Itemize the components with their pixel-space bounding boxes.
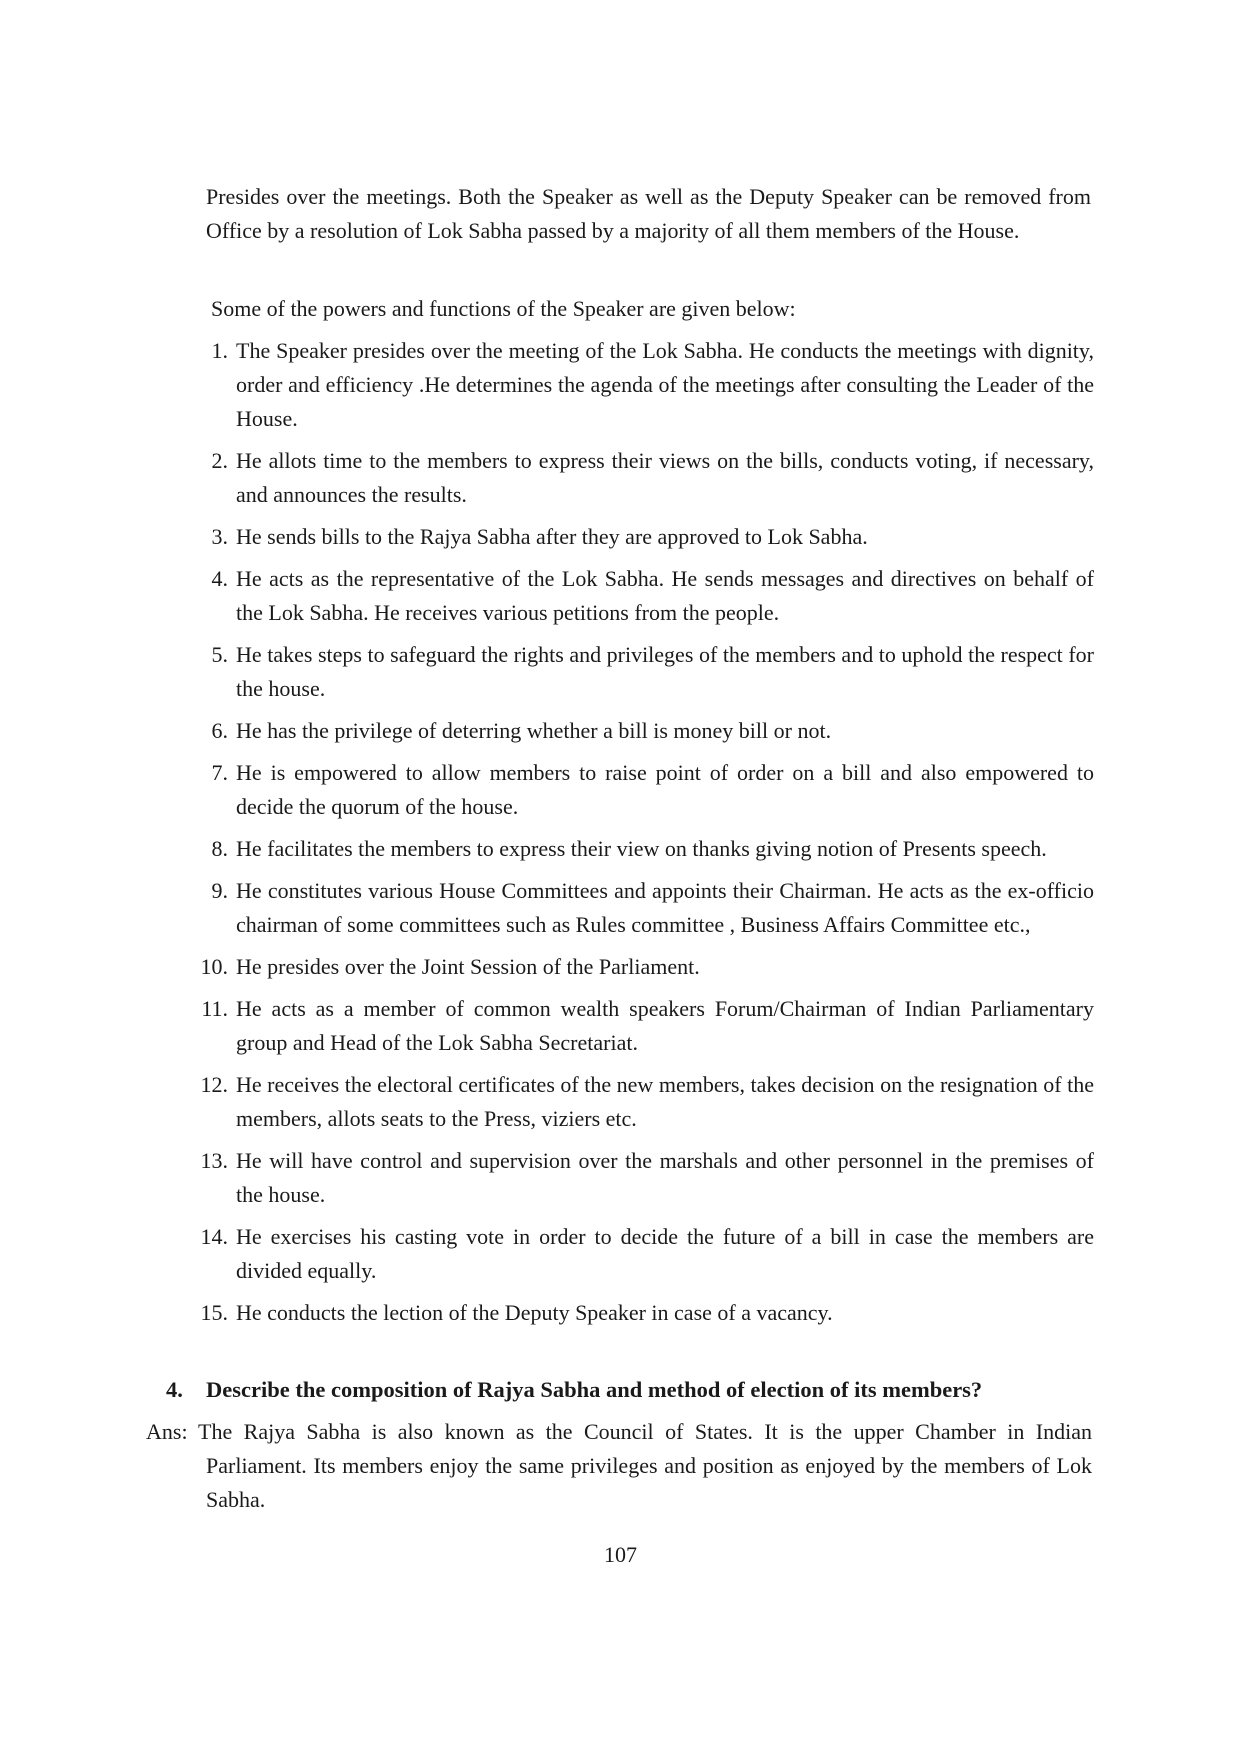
list-item	[190, 832, 1094, 866]
list-item-text: He allots time to the members to express their views on the bills, conducts voting, if necessary, and announces the results.	[236, 448, 1094, 507]
list-item-text: He constitutes various House Committees and appoints their Chairman. He acts as the ex-officio chairman of some committees such as Rules committee , Business Affairs Committee etc.,	[236, 878, 1094, 937]
list-item-number: 5.	[211, 642, 228, 667]
answer-label: Ans:	[146, 1419, 188, 1444]
list-item	[190, 334, 1094, 436]
list-item-number: 7.	[211, 760, 228, 785]
list-item-number: 8.	[211, 836, 228, 861]
list-item-number: 9.	[211, 878, 228, 903]
intro-paragraph: Presides over the meetings. Both the Speaker as well as the Deputy Speaker can be removed from Office by a resolution of Lok Sabha passed by a majority of all them members of the House.	[206, 184, 1091, 243]
question-text: Describe the composition of Rajya Sabha and method of election of its members?	[206, 1377, 983, 1402]
list-item-number: 4.	[211, 566, 228, 591]
list-item-number: 11.	[201, 996, 228, 1021]
list-item	[190, 874, 1094, 942]
list-item	[190, 1068, 1094, 1136]
list-item-text: He acts as a member of common wealth speakers Forum/Chairman of Indian Parliamentary group and Head of the Lok Sabha Secretariat.	[236, 996, 1094, 1055]
powers-list	[190, 334, 1094, 1338]
list-item	[190, 638, 1094, 706]
list-item	[190, 1296, 1094, 1330]
list-item	[190, 562, 1094, 630]
powers-intro: Some of the powers and functions of the Speaker are given below:	[211, 296, 796, 321]
list-item-number: 10.	[200, 954, 228, 979]
list-item-text: He has the privilege of deterring whether a bill is money bill or not.	[236, 718, 832, 743]
list-item-text: He facilitates the members to express their view on thanks giving notion of Presents speech.	[236, 836, 1047, 861]
list-item	[190, 992, 1094, 1060]
list-item	[190, 1220, 1094, 1288]
list-item	[190, 444, 1094, 512]
list-item-text: He acts as the representative of the Lok Sabha. He sends messages and directives on behalf of the Lok Sabha. He receives various petitions from the people.	[236, 566, 1094, 625]
list-item	[190, 756, 1094, 824]
list-item-number: 6.	[211, 718, 228, 743]
list-item	[190, 950, 1094, 984]
list-item-text: He presides over the Joint Session of the Parliament.	[236, 954, 700, 979]
list-item-text: He receives the electoral certificates of the new members, takes decision on the resignation of the members, allots seats to the Press, viziers etc.	[236, 1072, 1094, 1131]
page-number: 107	[604, 1542, 637, 1567]
list-item-number: 12.	[200, 1072, 228, 1097]
list-item-text: He exercises his casting vote in order to decide the future of a bill in case the members are divided equally.	[236, 1224, 1094, 1283]
list-item-text: The Speaker presides over the meeting of the Lok Sabha. He conducts the meetings with dignity, order and efficiency .He determines the agenda of the meetings after consulting the Leader of the House.	[236, 338, 1094, 431]
list-item-text: He is empowered to allow members to raise point of order on a bill and also empowered to decide the quorum of the house.	[236, 760, 1094, 819]
list-item-number: 3.	[211, 524, 228, 549]
list-item-text: He conducts the lection of the Deputy Speaker in case of a vacancy.	[236, 1300, 833, 1325]
list-item-text: He will have control and supervision over the marshals and other personnel in the premises of the house.	[236, 1148, 1094, 1207]
list-item-number: 15.	[200, 1300, 228, 1325]
list-item	[190, 1144, 1094, 1212]
list-item	[190, 714, 1094, 748]
list-item	[190, 520, 1094, 554]
answer-text: The Rajya Sabha is also known as the Council of States. It is the upper Chamber in Indian Parliament. Its members enjoy the same privileges and position as enjoyed by the members of Lok Sabha.	[198, 1419, 1092, 1512]
list-item-number: 13.	[200, 1148, 228, 1173]
list-item-text: He sends bills to the Rajya Sabha after they are approved to Lok Sabha.	[236, 524, 868, 549]
list-item-text: He takes steps to safeguard the rights and privileges of the members and to uphold the respect for the house.	[236, 642, 1094, 701]
question-heading	[166, 1373, 1096, 1407]
list-item-number: 1.	[211, 338, 228, 363]
list-item-number: 14.	[200, 1224, 228, 1249]
list-item-number: 2.	[211, 448, 228, 473]
question-number: 4.	[166, 1377, 183, 1402]
